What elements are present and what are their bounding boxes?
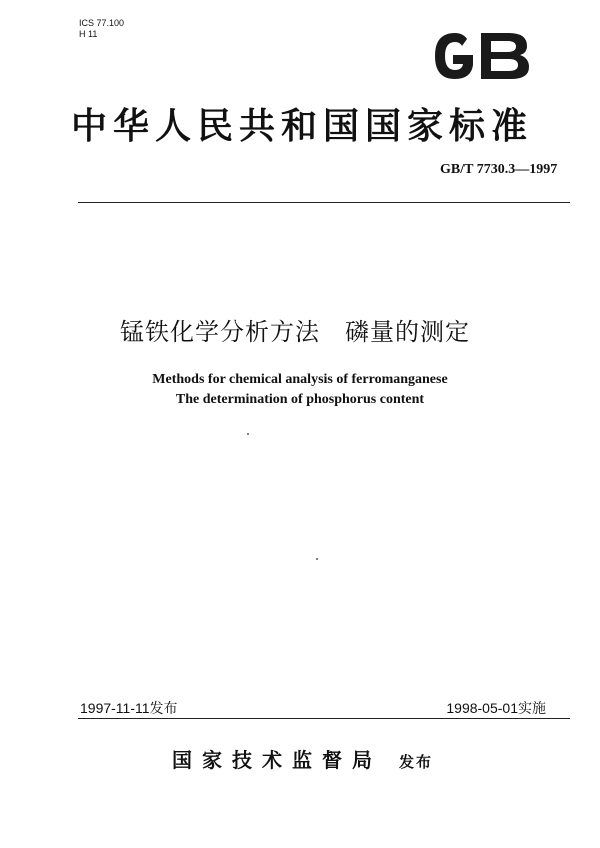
gb-logo-icon [427,27,535,85]
classification-code: H 11 [79,29,98,39]
document-title-cn: 锰铁化学分析方法 磷量的测定 [120,318,470,346]
publisher-name: 国家技术监督局 [172,748,382,772]
speck-mark [247,433,249,435]
divider-bottom [78,718,570,719]
document-title-en [80,370,520,410]
divider-top [78,202,570,203]
title-en-line: The determination of phosphorus content [175,392,425,407]
organization-title: 中华人民共和国国家标准 [71,105,534,147]
issue-date: 1997-11-11发布 [80,700,178,716]
title-en-line: Methods for chemical analysis of ferromanganese [152,372,448,387]
ics-code: ICS 77.100 [79,18,125,28]
speck-mark [316,558,318,560]
standard-number: GB/T 7730.3—1997 [440,162,558,177]
publisher-suffix: 发布 [398,753,433,771]
ics-block [79,18,124,40]
publisher-line [172,744,433,773]
implementation-date: 1998-05-01实施 [446,700,546,716]
